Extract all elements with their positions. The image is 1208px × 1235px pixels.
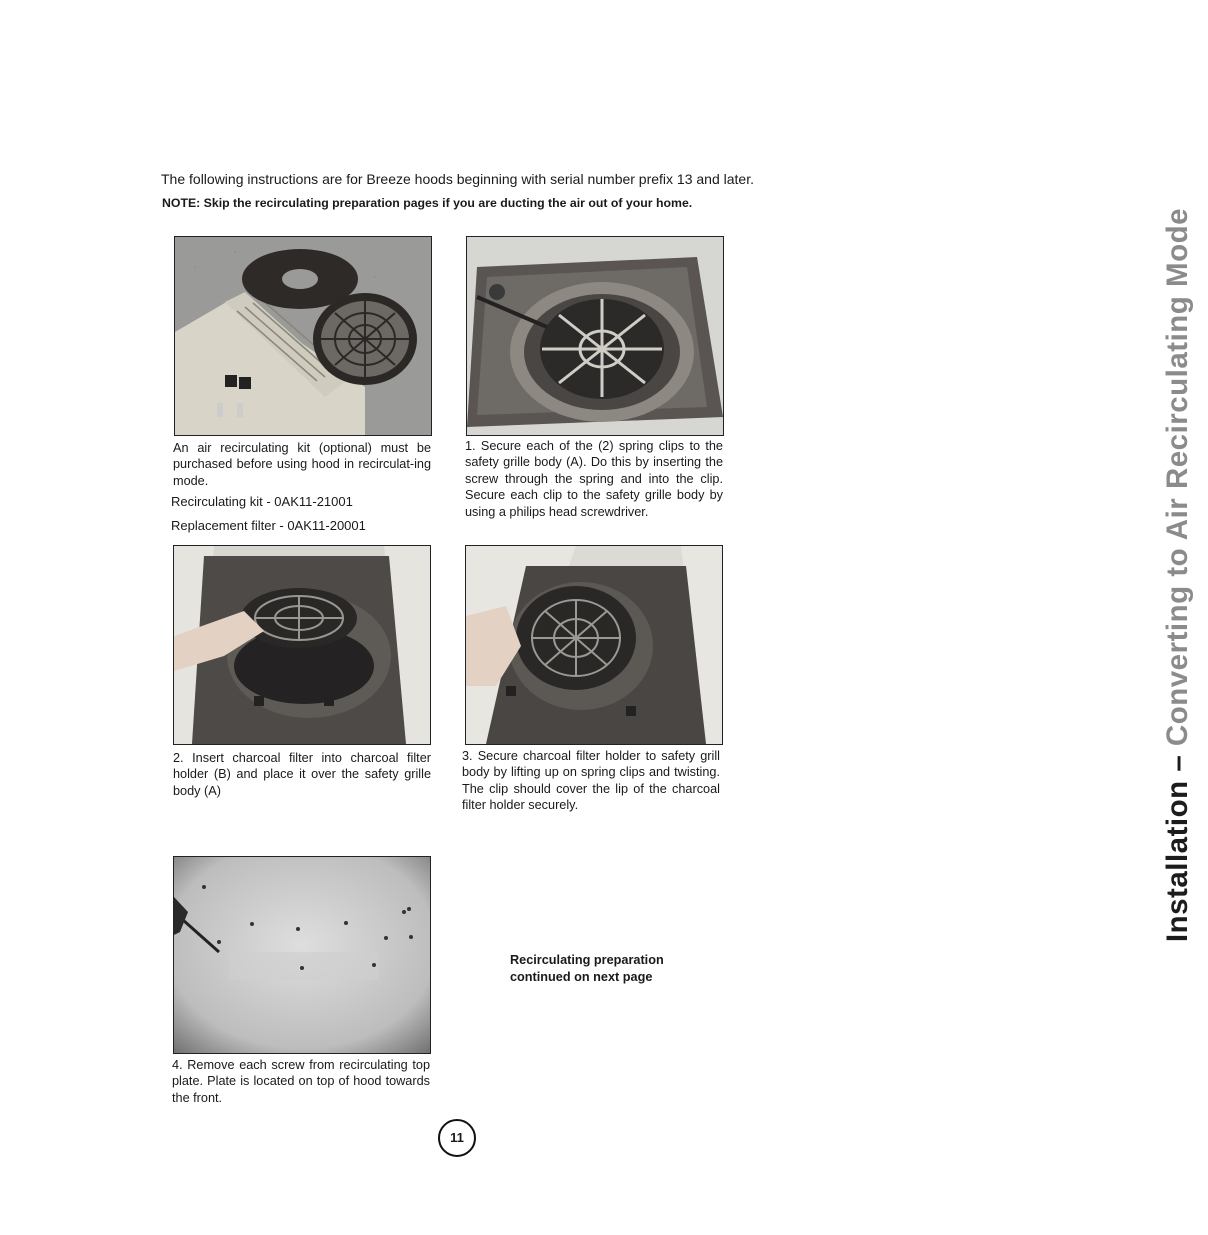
side-title-part-1: Installation –	[1161, 746, 1194, 943]
continued-note	[510, 952, 664, 986]
photo-secure-filter	[465, 545, 723, 745]
step-3-caption: 3. Secure charcoal filter holder to safety grill body by lifting up on spring clips and twisting. The clip should cover the lip of the charcoal filter holder securely.	[462, 749, 720, 813]
note-text: NOTE: Skip the recirculating preparation pages if you are ducting the air out of your home.	[162, 196, 693, 210]
kit-caption: An air recirculating kit (optional) must be purchased before using hood in recirculat-ing mode.	[173, 441, 431, 488]
side-title-part-2: Converting to Air Recirculating Mode	[1161, 207, 1194, 747]
continued-line-2: continued on next page	[510, 970, 653, 984]
filter-part-number: Replacement filter - 0AK11-20001	[171, 518, 366, 533]
photo-insert-filter	[173, 545, 431, 745]
step-2-caption: 2. Insert charcoal filter into charcoal filter holder (B) and place it over the safety grille body (A)	[173, 751, 431, 798]
kit-part-number: Recirculating kit - 0AK11-21001	[171, 494, 353, 509]
section-side-title	[1148, 195, 1208, 955]
step-4-caption: 4. Remove each screw from recirculating top plate. Plate is located on top of hood towards the front.	[172, 1058, 430, 1105]
continued-line-1: Recirculating preparation	[510, 953, 664, 967]
photo-spring-clips	[466, 236, 724, 436]
page-number: 11	[438, 1119, 476, 1157]
intro-text: The following instructions are for Breeze hoods beginning with serial number prefix 13 and later.	[161, 171, 754, 187]
photo-top-plate	[173, 856, 431, 1054]
step-1-caption: 1. Secure each of the (2) spring clips to the safety grille body (A). Do this by inserting the screw through the spring and into the clip. Secure each clip to the safety grille body by using a philips head screwdriver.	[465, 439, 723, 519]
photo-recirculating-kit	[174, 236, 432, 436]
